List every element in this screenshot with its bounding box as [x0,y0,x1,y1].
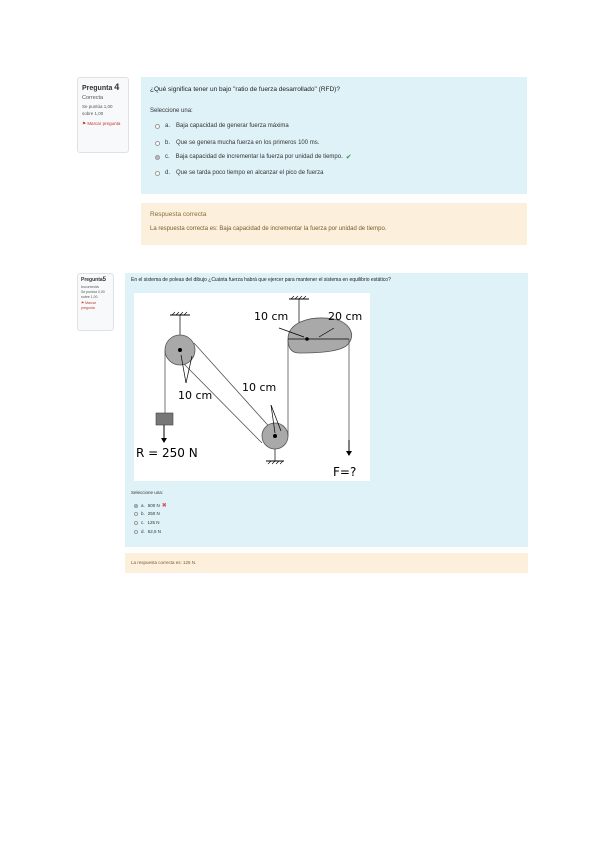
radio-button[interactable] [134,521,138,525]
select-prompt: Seleccione una: [131,490,164,495]
answer-option-c[interactable]: c. Baja capacidad de incrementar la fuerza por unidad de tiempo. ✔ [155,153,352,161]
feedback-text: La respuesta correcta es: Baja capacidad de incrementar la fuerza por unidad de tiempo. [150,226,387,232]
label-10cm-cam: 10 cm [254,310,289,323]
flag-question-link[interactable]: ⚑ Marcar pregunta [82,120,121,126]
radio-button[interactable] [155,141,160,146]
question-5-content [125,273,528,547]
answer-option-d[interactable]: d. Que se tarda poco tiempo en alcanzar el pico de fuerza [155,170,323,176]
question-state: Incorrecta [81,284,99,289]
feedback-text: La respuesta correcta es: 125 N. [131,560,197,565]
label-force: F=? [333,465,357,479]
answer-option-b[interactable]: b. 250 N [134,511,160,516]
question-4-feedback [141,203,527,245]
radio-button[interactable] [134,530,138,534]
question-mark: Se puntúa 1,00 sobre 1,00 [82,104,113,116]
radio-button[interactable] [155,171,160,176]
feedback-title: Respuesta correcta [150,211,207,218]
label-10cm-bottom: 10 cm [242,381,277,394]
question-number: Pregunta5 [81,277,107,283]
answer-option-b[interactable]: b. Que se genera mucha fuerza en los primeros 100 ms. [155,140,319,146]
radio-button-selected[interactable] [155,155,160,160]
flag-question-link[interactable]: ⚑ Marcar pregunta [81,300,97,310]
answer-option-a[interactable]: a. Baja capacidad de generar fuerza máxima [155,123,289,129]
question-4-content [141,77,527,194]
question-4-info [77,77,129,153]
question-number: Pregunta 4 [82,82,120,92]
question-state: Correcta [82,95,104,101]
label-resistance: R = 250 N [136,446,198,460]
correct-check-icon: ✔ [345,154,352,161]
incorrect-x-icon: ✖ [161,503,167,509]
select-prompt: Seleccione una: [150,108,193,114]
flag-icon: ⚑ [82,120,87,126]
question-5-feedback [125,553,528,573]
pulley-system-figure [134,293,370,481]
answer-option-c[interactable]: c. 125 N [134,520,160,525]
radio-button[interactable] [134,512,138,516]
flag-icon: ⚑ [81,300,85,305]
label-20cm-cam: 20 cm [328,310,363,323]
radio-button[interactable] [155,124,160,129]
question-text: ¿Qué significa tener un bajo "ratio de fuerza desarrollado" (RFD)? [150,86,340,93]
question-text: En el sistema de poleas del dibujo ¿Cuánta fuerza habrá que ejercer para mantener el sistema en equilibrio estático? [131,277,391,283]
question-mark: Se puntúa 0,00 sobre 1,00 [81,290,105,299]
pulley-diagram [134,293,370,481]
answer-option-a[interactable]: a. 500 N ✖ [134,502,167,509]
label-10cm-left: 10 cm [178,389,213,402]
radio-button-selected[interactable] [134,504,138,508]
question-5-info [77,273,114,331]
answer-option-d[interactable]: d. 62,5 N [134,529,161,534]
